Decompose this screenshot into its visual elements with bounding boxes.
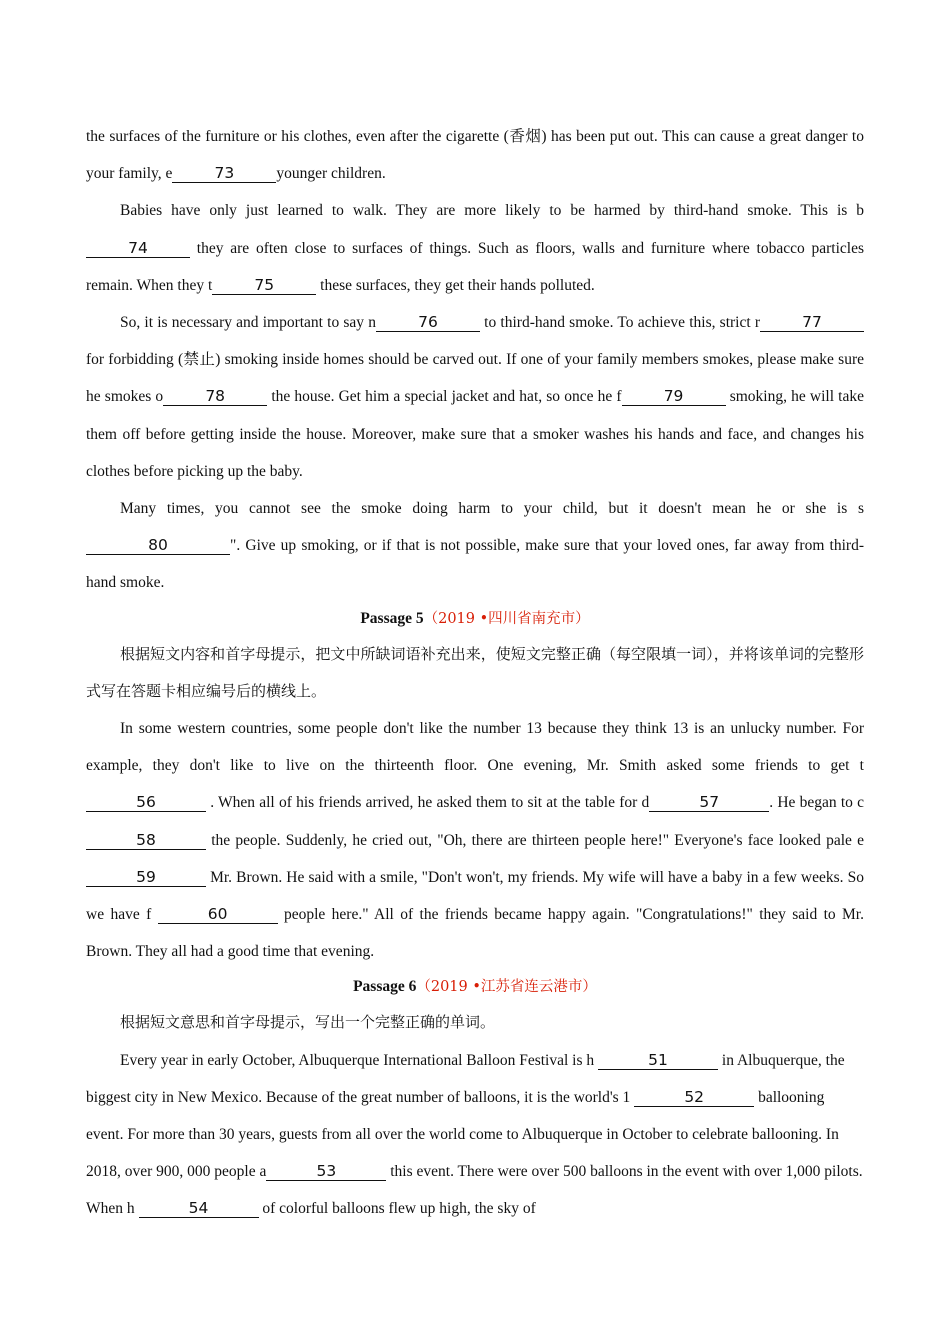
passage6-title: Passage 6	[353, 978, 417, 996]
passage6-heading	[86, 970, 864, 1004]
blank-75[interactable]: 75	[212, 276, 316, 295]
passage4-paragraph-2: Babies have only just learned to walk. They are more likely to be harmed by third-hand smoke. This is b74 they are often close to surfaces of things. Such as floors, walls and furniture where tobacco particles remain. When they t 75 these surfaces, they get their hands polluted.	[86, 202, 864, 294]
blank-53[interactable]: 53	[266, 1162, 386, 1181]
blank-57[interactable]: 57	[649, 793, 769, 812]
blank-76[interactable]: 76	[376, 313, 480, 332]
passage6-instruction: 根据短文意思和首字母提示，写出一个完整正确的单词。	[120, 1013, 496, 1032]
passage5-text: In some western countries, some people don't like the number 13 because they think 13 is an unlucky number. For example, they don't like to live on the thirteenth floor. One evening, Mr. Smith asked some friends to get t 56 . When all of his friends arrived, he asked them to sit at the table for d 57 . He began to c58 the people. Suddenly, he cried out, "Oh, there are thirteen people here!" Everyone's face looked pale e 59 Mr. Brown. He said with a smile, "Don't won't, my friends. My wife will have a baby in a few weeks. So we have f 60 people here." All of the friends became happy again. "Congratulations!" they said to Mr. Brown. They all had a good time that evening.	[86, 720, 864, 961]
blank-80[interactable]: 80	[86, 536, 230, 555]
blank-59[interactable]: 59	[86, 868, 206, 887]
passage4-paragraph-1: the surfaces of the furniture or his clothes, even after the cigarette (香烟) has been put out. This can cause a great danger to your family, e 73 younger children.	[86, 128, 864, 183]
blank-77[interactable]: 77	[760, 313, 864, 332]
blank-54[interactable]: 54	[139, 1199, 259, 1218]
passage5-source: （2019 •四川省南充市）	[423, 610, 590, 627]
passage4-paragraph-4: Many times, you cannot see the smoke doing harm to your child, but it doesn't mean he or she is s80 ". Give up smoking, or if that is not possible, make sure that your loved ones, far away from third-hand smoke.	[86, 500, 864, 592]
blank-60[interactable]: 60	[158, 905, 278, 924]
passage6-text: Every year in early October, Albuquerque International Balloon Festival is h 51 in Albuquerque, the biggest city in New Mexico. Because of the great number of balloons, it is the world's 1 52 ballooning event. For more than 30 years, guests from all over the world come to Albuquerque in October to celebrate ballooning. In 2018, over 900, 000 people a 53 this event. There were over 500 balloons in the event with over 1,000 pilots. When h 54 of colorful balloons flew up high, the sky of	[86, 1050, 863, 1218]
passage5-instruction: 根据短文内容和首字母提示，把文中所缺词语补充出来，使短文完整正确（每空限填一词），并将该单词的完整形式写在答题卡相应编号后的横线上。	[86, 644, 864, 700]
passage6-source: （2019 •江苏省连云港市）	[416, 979, 597, 996]
blank-56[interactable]: 56	[86, 793, 206, 812]
passage4-paragraph-3: So, it is necessary and important to say n 76 to third-hand smoke. To achieve this, strict r 77 for forbidding (禁止) smoking inside homes should be carved out. If one of your family members smokes, please make sure he smokes o 78 the house. Get him a special jacket and hat, so once he f 79 smoking, he will take them off before getting inside the house. Moreover, make sure that a smoker washes his hands and face, and changes his clothes before picking up the baby.	[86, 313, 864, 480]
blank-52[interactable]: 52	[634, 1088, 754, 1107]
blank-58[interactable]: 58	[86, 831, 206, 850]
passage5-heading	[86, 602, 864, 636]
blank-51[interactable]: 51	[598, 1051, 718, 1070]
blank-74[interactable]: 74	[86, 239, 190, 258]
passage5-title: Passage 5	[360, 609, 424, 627]
blank-73[interactable]: 73	[172, 164, 276, 183]
blank-78[interactable]: 78	[163, 387, 267, 406]
blank-79[interactable]: 79	[622, 387, 726, 406]
